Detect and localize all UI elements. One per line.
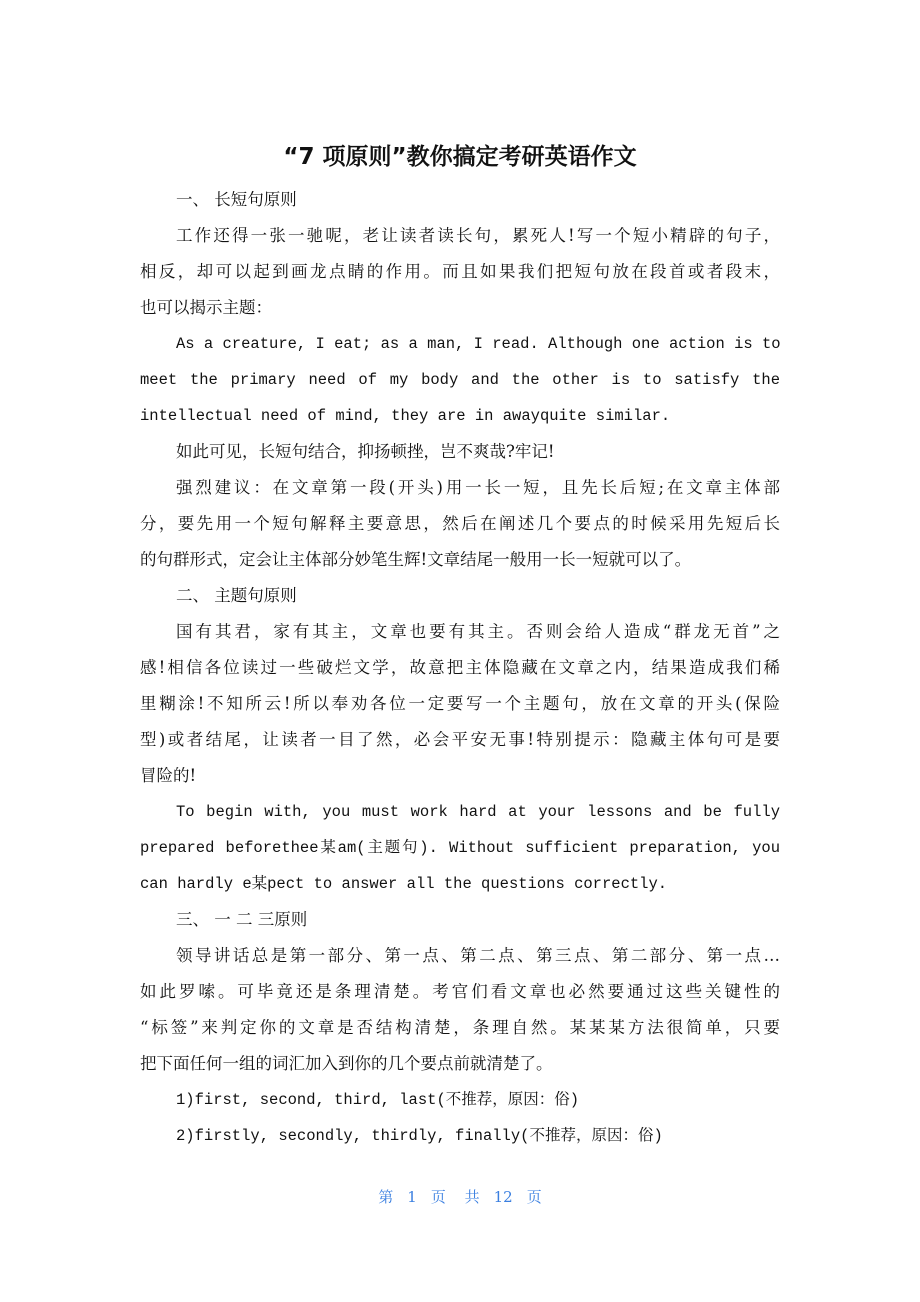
total-pages: 12 <box>493 1188 513 1206</box>
text-line: 型)或者结尾，让读者一目了然，必会平安无事!特别提示：隐藏主体句可是要 <box>140 730 780 749</box>
paragraph <box>140 434 780 470</box>
text-line: meet the primary need of my body and the other is to satisfy the <box>140 371 780 389</box>
text-line: 一、 长短句原则 <box>176 190 297 209</box>
paragraph <box>140 902 780 938</box>
text-line: 相反，却可以起到画龙点睛的作用。而且如果我们把短句放在段首或者段末， <box>140 262 780 281</box>
text-line: 分，要先用一个短句解释主要意思，然后在阐述几个要点的时候采用先短后长 <box>140 514 780 533</box>
text-line: 如此可见，长短句结合，抑扬顿挫，岂不爽哉?牢记! <box>176 442 555 461</box>
paragraph <box>140 1082 780 1118</box>
page-footer <box>0 1186 920 1207</box>
text-line: 把下面任何一组的词汇加入到你的几个要点前就清楚了。 <box>140 1054 553 1073</box>
text-line: prepared beforethee某am(主题句). Without sufficient preparation, you <box>140 839 780 857</box>
text-line: 如此罗嗦。可毕竟还是条理清楚。考官们看文章也必然要通过这些关键性的 <box>140 982 780 1001</box>
paragraph <box>140 578 780 614</box>
total-label: 页 共 <box>430 1188 480 1206</box>
text-line: 领导讲话总是第一部分、第一点、第二点、第三点、第二部分、第一点… <box>176 946 780 965</box>
text-line: 强烈建议：在文章第一段(开头)用一长一短，且先长后短;在文章主体部 <box>176 478 780 497</box>
paragraph <box>140 326 780 434</box>
paragraph <box>140 182 780 218</box>
text-line: 工作还得一张一驰呢，老让读者读长句，累死人!写一个短小精辟的句子， <box>176 226 780 245</box>
paragraph <box>140 938 780 1082</box>
text-line: 也可以揭示主题： <box>140 298 272 317</box>
document-body <box>140 182 780 1154</box>
paragraph <box>140 614 780 794</box>
document-title: “7 项原则”教你搞定考研英语作文 <box>283 144 637 170</box>
text-line: 1)first, second, third, last(不推荐，原因：俗) <box>176 1091 580 1109</box>
text-line: 三、 一 二 三原则 <box>176 910 308 929</box>
text-line: 感!相信各位读过一些破烂文学，故意把主体隐藏在文章之内，结果造成我们稀 <box>140 658 780 677</box>
text-line: 国有其君，家有其主，文章也要有其主。否则会给人造成“群龙无首”之 <box>176 622 780 641</box>
text-line: To begin with, you must work hard at your lessons and be fully <box>176 803 780 821</box>
page-label: 第 <box>378 1188 394 1206</box>
text-line: 冒险的! <box>140 766 197 785</box>
text-line: can hardly e某pect to answer all the questions correctly. <box>140 875 668 893</box>
paragraph <box>140 1118 780 1154</box>
text-line: 二、 主题句原则 <box>176 586 297 605</box>
text-line: As a creature, I eat; as a man, I read. Although one action is to <box>176 335 781 353</box>
page-number: 1 <box>407 1188 417 1206</box>
text-line: “标签”来判定你的文章是否结构清楚，条理自然。某某某方法很简单，只要 <box>140 1018 780 1037</box>
page-suffix: 页 <box>526 1188 542 1206</box>
paragraph <box>140 470 780 578</box>
paragraph <box>140 218 780 326</box>
text-line: intellectual need of mind, they are in awayquite similar. <box>140 407 671 425</box>
text-line: 2)firstly, secondly, thirdly, finally(不推荐，原因：俗) <box>176 1127 663 1145</box>
text-line: 里糊涂!不知所云!所以奉劝各位一定要写一个主题句，放在文章的开头(保险 <box>140 694 780 713</box>
paragraph <box>140 794 780 902</box>
text-line: 的句群形式，定会让主体部分妙笔生辉!文章结尾一般用一长一短就可以了。 <box>140 550 692 569</box>
